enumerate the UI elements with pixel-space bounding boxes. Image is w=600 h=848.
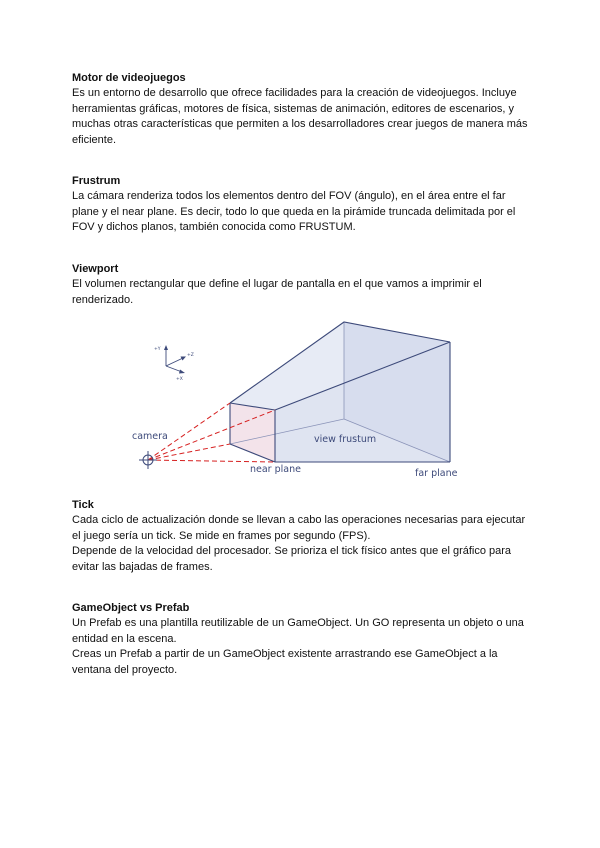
camera-icon [139,451,157,469]
near-plane-label: near plane [250,464,301,475]
axis-y-label: +Y [154,347,161,352]
section-paragraph: Es un entorno de desarrollo que ofrece facilidades para la creación de videojuegos. Incluye herramientas gráficas, motores de física, sistemas de animación, editores de escenarios, y muchas otras características que permiten a los desarrolladores crear juegos de manera más eficiente. [72,87,528,146]
section-paragraph: Depende de la velocidad del procesador. Se prioriza el tick físico antes que el gráfico para evitar las bajadas de frames. [72,545,512,573]
section-paragraph: El volumen rectangular que define el lugar de pantalla en el que vamos a imprimir el renderizado. [72,278,482,306]
section-motor-de-videojuegos [72,71,528,148]
section-tick [72,498,528,575]
section-viewport [72,262,528,308]
axis-z-label: +Z [187,353,194,358]
axis-x-label: +X [176,377,183,382]
section-paragraph: Cada ciclo de actualización donde se llevan a cabo las operaciones necesarias para ejecutar el juego sería un tick. Se mide en frames por segundo (FPS). [72,514,526,542]
section-paragraph: Un Prefab es una plantilla reutilizable de un GameObject. Un GO representa un objeto o una entidad en la escena. [72,617,524,645]
view-frustum-label: view frustum [314,434,377,445]
camera-label: camera [132,431,168,442]
section-frustrum [72,174,528,236]
view-frustum-diagram [128,318,473,488]
section-paragraph: La cámara renderiza todos los elementos dentro del FOV (ángulo), en el área entre el far plane y el near plane. Es decir, todo lo que queda en la pirámide truncada delimitada por el FOV y dichos planos, también conocida como FRUSTUM. [72,190,516,234]
section-paragraph: Creas un Prefab a partir de un GameObject existente arrastrando ese GameObject a la ventana del proyecto. [72,648,498,676]
section-heading: Tick [72,499,94,511]
section-heading: Frustrum [72,175,121,187]
section-heading: GameObject vs Prefab [72,602,190,614]
section-heading: Viewport [72,263,119,275]
far-plane-label: far plane [415,468,458,479]
section-gameobject-vs-prefab [72,601,528,678]
section-heading: Motor de videojuegos [72,72,186,84]
axes-gizmo [164,345,186,374]
